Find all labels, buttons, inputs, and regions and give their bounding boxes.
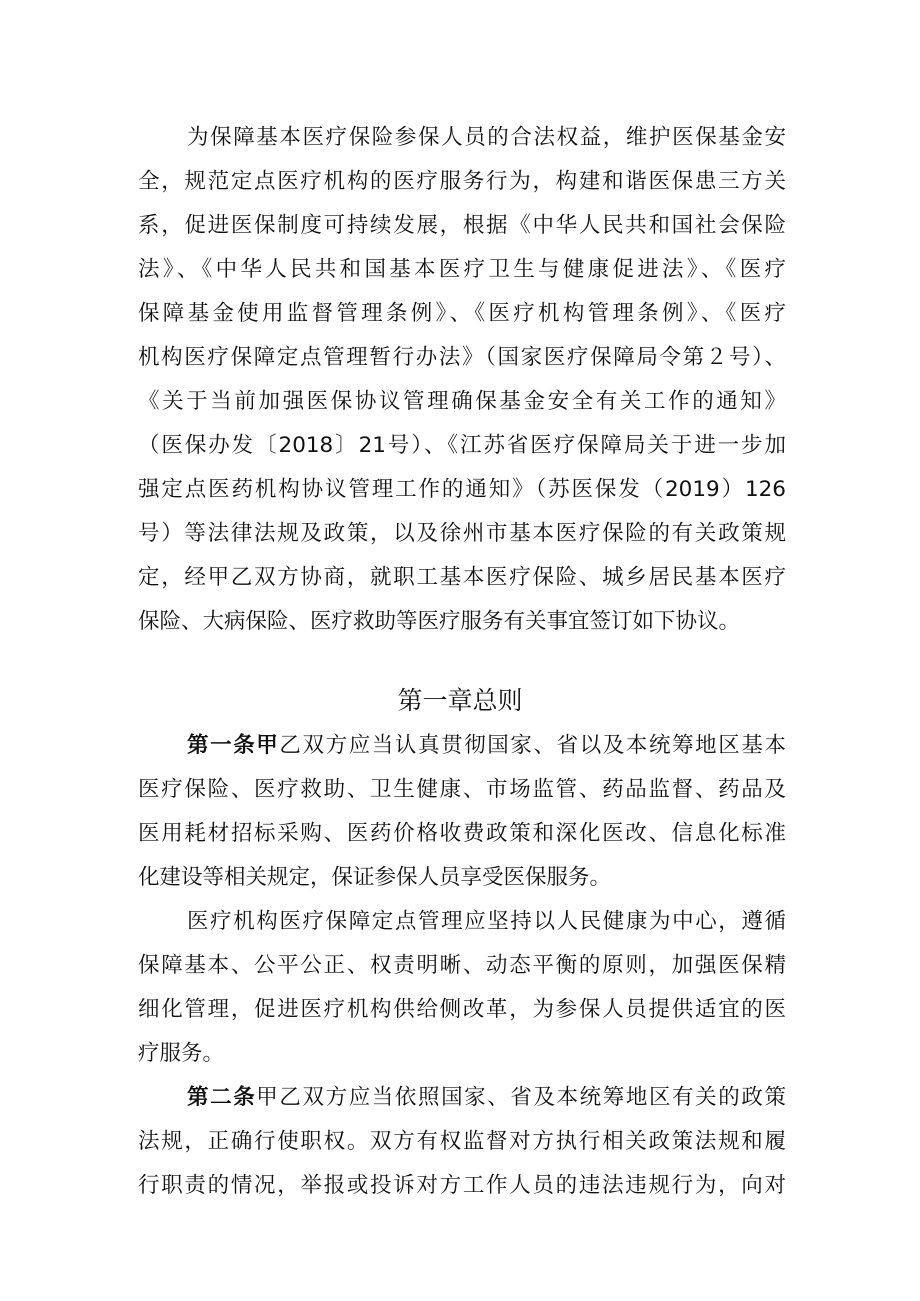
article-2-first-line: [187, 1078, 786, 1118]
preamble-line: 保险、大病保险、医疗救助等医疗服务有关事宜签订如下协议。: [138, 609, 741, 634]
article-1-line: 医用耗材招标采购、医药价格收费政策和深化医改、信息化标准: [138, 821, 786, 846]
preamble-line: 法》、《中华人民共和国基本医疗卫生与健康促进法》、《医疗: [138, 257, 786, 282]
preamble-line: 定，经甲乙双方协商，就职工基本医疗保险、城乡居民基本医疗: [138, 565, 786, 590]
preamble-line: 保障基金使用监督管理条例》、《医疗机构管理条例》、《医疗: [138, 301, 786, 326]
article-1-para2-line: 医疗机构医疗保障定点管理应坚持以人民健康为中心，遵循: [187, 909, 786, 934]
preamble-line: 机构医疗保障定点管理暂行办法》（国家医疗保障局令第２号）、: [138, 345, 786, 370]
article-1-para2-line: 疗服务。: [138, 1041, 225, 1066]
article-1-line: 医疗保险、医疗救助、卫生健康、市场监管、药品监督、药品及: [138, 777, 786, 802]
article-1-first-line: [187, 726, 786, 766]
chapter-title: 第一章总则: [397, 686, 523, 715]
article-2-first-text: 甲乙双方应当依照国家、省及本统筹地区有关的政策: [256, 1085, 786, 1110]
article-1-label: 第一条甲: [187, 733, 280, 758]
preamble-line: 强定点医药机构协议管理工作的通知》（苏医保发（2019）126: [138, 477, 786, 502]
preamble-line: 《关于当前加强医保协议管理确保基金安全有关工作的通知》: [138, 389, 786, 414]
article-1-para2-line: 细化管理，促进医疗机构供给侧改革，为参保人员提供适宜的医: [138, 997, 786, 1022]
article-2-line: 法规，正确行使职权。双方有权监督对方执行相关政策法规和履: [138, 1129, 786, 1154]
article-1-para2-line: 保障基本、公平公正、权责明晰、动态平衡的原则，加强医保精: [138, 953, 786, 978]
preamble-line: 号）等法律法规及政策，以及徐州市基本医疗保险的有关政策规: [138, 521, 786, 546]
preamble-line: （医保办发〔2018〕21号）、《江苏省医疗保障局关于进一步加: [138, 433, 786, 458]
preamble-line: 全，规范定点医疗机构的医疗服务行为，构建和谐医保患三方关: [138, 169, 786, 194]
article-1-line: 化建设等相关规定，保证参保人员享受医保服务。: [138, 865, 612, 890]
article-2-line: 行职责的情况，举报或投诉对方工作人员的违法违规行为，向对: [138, 1173, 786, 1198]
preamble-line: 为保障基本医疗保险参保人员的合法权益，维护医保基金安: [187, 125, 786, 150]
preamble-line: 系，促进医保制度可持续发展，根据《中华人民共和国社会保险: [138, 213, 786, 238]
article-1-first-text: 乙双方应当认真贯彻国家、省以及本统筹地区基本: [279, 733, 786, 758]
article-2-label: 第二条: [187, 1085, 257, 1110]
